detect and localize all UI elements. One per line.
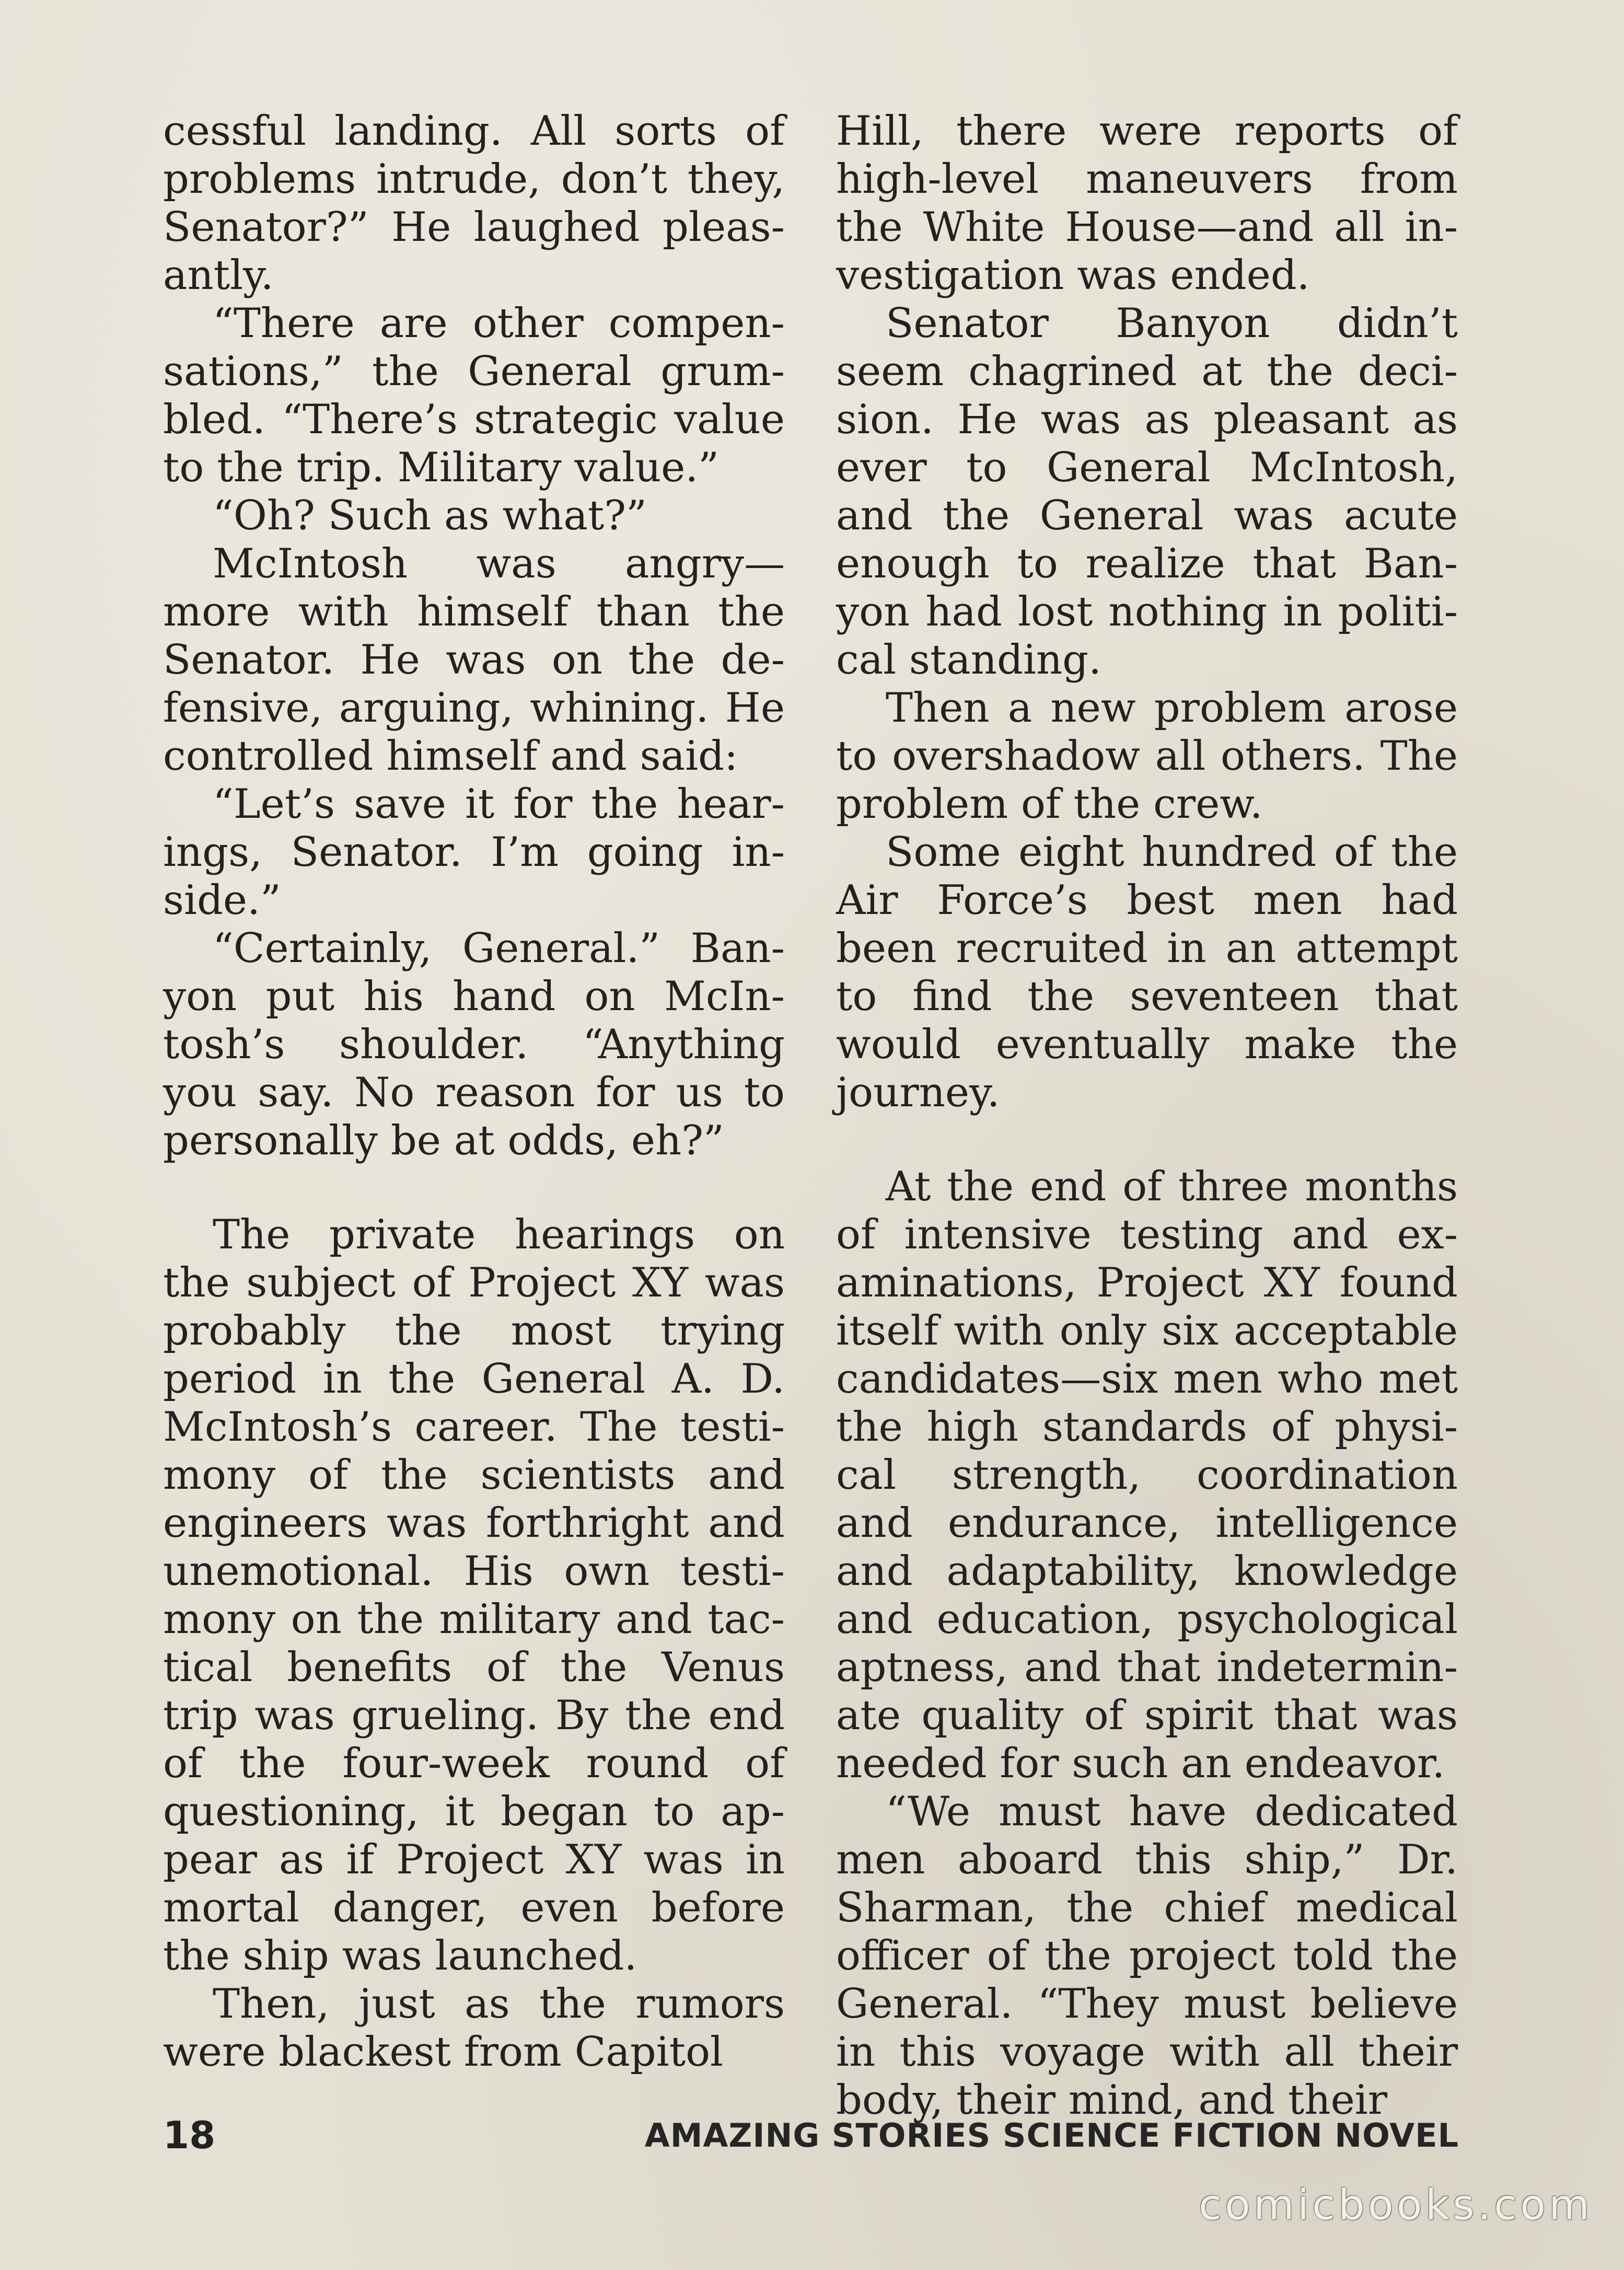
paragraph: “There are other compensations,” the General grumbled. “There’s strategic value to the trip. Military value.” xyxy=(163,300,785,491)
watermark: comicbooks.com xyxy=(1198,2181,1593,2229)
paragraph: The private hearings on the subject of Project XY was probably the most trying period in the General A. D. McIntosh’s career. The testimony of the scientists and engineers was forthright and unemotional. His own testimony on the military and tactical benefits of the Venus trip was grueling. By the end of the four-week round of questioning, it began to appear as if Project XY was in mortal danger, even before the ship was launched. xyxy=(163,1211,785,1979)
paragraph: McIntosh was angry— more with himself than the Senator. He was on the defensive, arguing, whining. He controlled himself and said: xyxy=(163,540,785,780)
section-break xyxy=(163,1165,785,1211)
paragraph: “Certainly, General.” Banyon put his hand on McIntosh’s shoulder. “Anything you say. No reason for us to personally be at odds, eh?” xyxy=(163,925,785,1164)
page-footer xyxy=(163,2110,1459,2162)
running-title: AMAZING STORIES SCIENCE FICTION NOVEL xyxy=(644,2116,1459,2155)
paragraph: Then a new problem arose to overshadow all others. The problem of the crew. xyxy=(836,685,1458,828)
paragraph: Some eight hundred of the Air Force’s best men had been recruited in an attempt to find the seventeen that would eventually make the journey. xyxy=(836,829,1458,1116)
section-break xyxy=(836,1117,1458,1163)
paragraph: cessful landing. All sorts of problems intrude, don’t they, Senator?” He laughed pleasantly. xyxy=(163,108,785,299)
paragraph: “Let’s save it for the hearings, Senator. I’m going inside.” xyxy=(163,781,785,924)
paragraph: “Oh? Such as what?” xyxy=(213,492,647,539)
paragraph: Then, just as the rumors were blackest from Capitol xyxy=(163,1981,785,2076)
paragraph: Senator Banyon didn’t seem chagrined at the decision. He was as pleasant as ever to General McIntosh, and the General was acute enough to realize that Banyon had lost nothing in political standing. xyxy=(836,300,1458,684)
page-number: 18 xyxy=(163,2113,216,2157)
paragraph: At the end of three months of intensive testing and examinations, Project XY found itself with only six acceptable candidates—six men who met the high standards of physical strength, coordination and endurance, intelligence and adaptability, knowledge and education, psychological aptness, and that indeterminate quality of spirit that was needed for such an endeavor. xyxy=(836,1163,1458,1787)
paragraph: “We must have dedicated men aboard this ship,” Dr. Sharman, the chief medical officer of the project told the General. “They must believe in this voyage with all their body, their mind, and their xyxy=(836,1788,1458,2124)
right-text-column xyxy=(836,107,1458,2124)
paragraph: Hill, there were reports of high-level maneuvers from the White House—and all investigation was ended. xyxy=(836,108,1458,299)
left-text-column xyxy=(163,107,785,2076)
